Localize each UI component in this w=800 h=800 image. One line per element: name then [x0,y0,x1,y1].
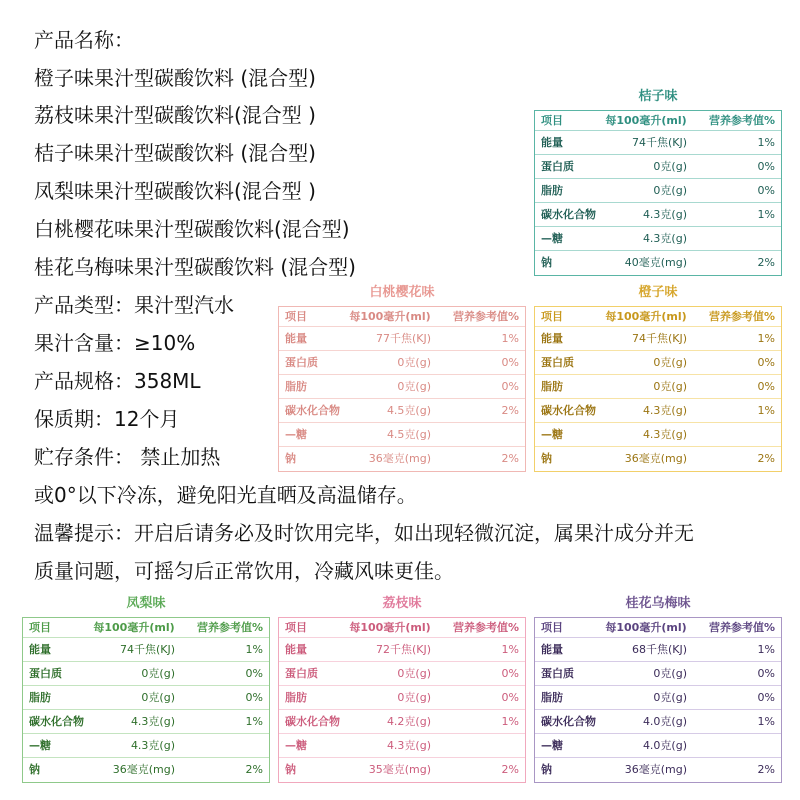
table-row [535,327,781,351]
row-value: 36毫克(mg) [368,452,431,465]
row-label: —糖 [285,738,307,752]
row-value: 36毫克(mg) [112,763,175,776]
row-value: 0克(g) [653,159,687,173]
nutrition-table-orange [534,285,782,472]
table-row [279,375,525,399]
table-row [535,179,781,203]
table-title: 荔枝味 [382,596,422,611]
row-value: 0克(g) [653,355,687,369]
row-label: 脂肪 [541,183,563,197]
table-row [535,734,781,758]
row-value: 35毫克(mg) [368,763,431,776]
row-nrv: 1% [757,207,775,221]
table-header-row [535,618,781,638]
row-nrv: 0% [757,355,775,369]
table-row [23,734,269,758]
row-label: 能量 [541,135,563,149]
row-nrv: 0% [757,690,775,704]
table-row [535,638,781,662]
storage-conditions: 贮存条件： 禁止加热 [34,445,221,469]
row-value: 4.3克(g) [642,403,687,417]
header-nrv: 营养参考值% [196,620,263,634]
row-value: 0克(g) [653,379,687,393]
header-per100ml: 每100毫升(ml) [605,620,687,634]
row-nrv: 0% [757,666,775,680]
header-item: 项目 [29,620,51,634]
product-name-peach-sakura: 白桃樱花味果汁型碳酸饮料(混合型) [34,217,350,241]
row-label: —糖 [541,427,563,441]
row-value: 4.0克(g) [642,738,687,752]
table-row [279,734,525,758]
row-value: 0克(g) [397,355,431,369]
row-nrv: 0% [501,355,519,369]
table-title: 凤梨味 [126,596,166,611]
row-nrv: 0% [757,159,775,173]
header-item: 项目 [285,620,307,634]
row-label: 钠 [541,763,552,776]
row-value: 4.3克(g) [642,427,687,441]
table-header-row [23,618,269,638]
row-nrv: 0% [245,666,263,680]
row-value: 0克(g) [653,183,687,197]
row-label: 脂肪 [285,690,307,704]
table-row [279,686,525,710]
row-label: —糖 [29,738,51,752]
product-name-heading: 产品名称： [34,28,134,52]
table-row [535,686,781,710]
row-value: 77千焦(KJ) [375,331,431,345]
row-nrv: 0% [501,666,519,680]
table-header-row [535,307,781,327]
header-per100ml: 每100毫升(ml) [605,309,687,323]
row-label: 脂肪 [541,379,563,393]
row-label: 钠 [541,256,552,269]
row-value: 72千焦(KJ) [375,642,431,656]
product-name-tangerine: 桔子味果汁型碳酸饮料 (混合型) [34,141,316,165]
table-row [279,662,525,686]
table-row [535,447,781,471]
table-row [279,327,525,351]
table-row [535,131,781,155]
row-nrv: 0% [245,690,263,704]
row-nrv: 2% [245,763,263,776]
row-label: 钠 [285,763,296,776]
nutrition-table-lychee [278,596,526,783]
header-per100ml: 每100毫升(ml) [93,620,175,634]
row-label: 蛋白质 [285,355,318,369]
table-row [23,758,269,782]
nutrition-table-osmanthus-plum [534,596,782,783]
row-label: 能量 [541,331,563,345]
row-label: 钠 [541,452,552,465]
table-row [535,351,781,375]
row-label: 能量 [29,642,51,656]
row-value: 0克(g) [141,666,175,680]
table-header-row [535,111,781,131]
table-row [279,710,525,734]
header-per100ml: 每100毫升(ml) [349,620,431,634]
table-row [535,710,781,734]
row-nrv: 1% [757,135,775,149]
row-label: 脂肪 [29,690,51,704]
row-nrv: 2% [501,452,519,465]
row-label: 钠 [285,452,296,465]
row-nrv: 0% [501,379,519,393]
warm-tip-cont: 质量问题，可摇匀后正常饮用，冷藏风味更佳。 [34,559,454,583]
table-header-row [279,307,525,327]
row-nrv: 2% [757,256,775,269]
row-nrv: 1% [245,642,263,656]
table-title: 桂花乌梅味 [625,596,691,611]
row-value: 40毫克(mg) [624,256,687,269]
row-value: 74千焦(KJ) [119,642,175,656]
table-row [23,662,269,686]
table-row [535,662,781,686]
row-nrv: 0% [501,690,519,704]
row-label: 碳水化合物 [541,207,596,221]
table-row [535,375,781,399]
row-label: 蛋白质 [541,159,574,173]
product-name-orange: 橙子味果汁型碳酸饮料 (混合型) [34,66,316,90]
table-row [535,423,781,447]
row-value: 74千焦(KJ) [631,331,687,345]
row-nrv: 0% [757,183,775,197]
row-label: 能量 [541,642,563,656]
row-value: 4.3克(g) [130,714,175,728]
row-label: 蛋白质 [29,666,62,680]
product-spec: 产品规格：358ML [34,369,201,393]
storage-conditions-cont: 或0°以下冷冻，避免阳光直晒及高温储存。 [34,483,417,507]
row-nrv: 2% [501,763,519,776]
row-label: 碳水化合物 [285,403,340,417]
nutrition-table-peach-sakura [278,285,526,472]
table-row [279,447,525,471]
table-row [279,423,525,447]
header-item: 项目 [541,113,563,127]
header-nrv: 营养参考值% [452,309,519,323]
row-label: 能量 [285,642,307,656]
row-value: 0克(g) [397,666,431,680]
row-label: 蛋白质 [285,666,318,680]
row-nrv: 1% [757,403,775,417]
product-name-osmanthus-plum: 桂花乌梅味果汁型碳酸饮料 (混合型) [34,255,356,279]
row-nrv: 1% [501,331,519,345]
row-label: 脂肪 [541,690,563,704]
row-value: 0克(g) [141,690,175,704]
header-item: 项目 [285,309,307,323]
row-label: 碳水化合物 [285,714,340,728]
header-item: 项目 [541,620,563,634]
warm-tip: 温馨提示：开启后请务必及时饮用完毕，如出现轻微沉淀，属果汁成分并无 [34,521,694,545]
row-value: 4.3克(g) [642,231,687,245]
product-type: 产品类型：果汁型汽水 [34,293,234,317]
nutrition-table-pineapple [22,596,270,783]
table-row [535,155,781,179]
row-label: —糖 [285,427,307,441]
row-label: 蛋白质 [541,355,574,369]
product-name-lychee: 荔枝味果汁型碳酸饮料(混合型 ) [34,103,316,127]
row-nrv: 1% [501,714,519,728]
row-nrv: 2% [757,763,775,776]
table-row [535,203,781,227]
table-row [535,399,781,423]
header-nrv: 营养参考值% [708,113,775,127]
row-label: 碳水化合物 [541,403,596,417]
table-row [535,227,781,251]
nutrition-table-tangerine [534,89,782,276]
product-name-pineapple: 凤梨味果汁型碳酸饮料(混合型 ) [34,179,316,203]
row-label: 碳水化合物 [541,714,596,728]
row-value: 4.5克(g) [386,427,431,441]
row-label: 碳水化合物 [29,714,84,728]
row-nrv: 1% [245,714,263,728]
row-label: —糖 [541,231,563,245]
table-row [23,638,269,662]
row-label: 蛋白质 [541,666,574,680]
row-nrv: 2% [501,403,519,417]
header-per100ml: 每100毫升(ml) [349,309,431,323]
juice-content: 果汁含量：≥10% [34,331,196,355]
row-value: 4.3克(g) [642,207,687,221]
table-row [23,710,269,734]
row-value: 4.3克(g) [386,738,431,752]
header-nrv: 营养参考值% [452,620,519,634]
row-label: 钠 [29,763,40,776]
row-label: 能量 [285,331,307,345]
row-label: —糖 [541,738,563,752]
row-value: 4.2克(g) [386,714,431,728]
row-nrv: 0% [757,379,775,393]
table-row [279,638,525,662]
table-row [535,251,781,275]
row-value: 4.3克(g) [130,738,175,752]
table-header-row [279,618,525,638]
table-row [279,351,525,375]
row-nrv: 1% [501,642,519,656]
row-value: 0克(g) [397,379,431,393]
row-value: 0克(g) [397,690,431,704]
header-per100ml: 每100毫升(ml) [605,113,687,127]
row-value: 4.0克(g) [642,714,687,728]
table-row [23,686,269,710]
table-title: 白桃樱花味 [369,285,435,300]
table-row [279,399,525,423]
row-label: 脂肪 [285,379,307,393]
row-nrv: 1% [757,642,775,656]
row-value: 0克(g) [653,690,687,704]
header-nrv: 营养参考值% [708,309,775,323]
row-value: 36毫克(mg) [624,452,687,465]
row-nrv: 1% [757,714,775,728]
shelf-life: 保质期：12个月 [34,407,180,431]
table-title: 桔子味 [638,89,678,104]
table-title: 橙子味 [638,285,678,300]
row-nrv: 2% [757,452,775,465]
row-value: 4.5克(g) [386,403,431,417]
table-row [279,758,525,782]
row-value: 36毫克(mg) [624,763,687,776]
row-value: 74千焦(KJ) [631,135,687,149]
row-value: 68千焦(KJ) [631,642,687,656]
header-item: 项目 [541,309,563,323]
table-row [535,758,781,782]
row-nrv: 1% [757,331,775,345]
header-nrv: 营养参考值% [708,620,775,634]
row-value: 0克(g) [653,666,687,680]
